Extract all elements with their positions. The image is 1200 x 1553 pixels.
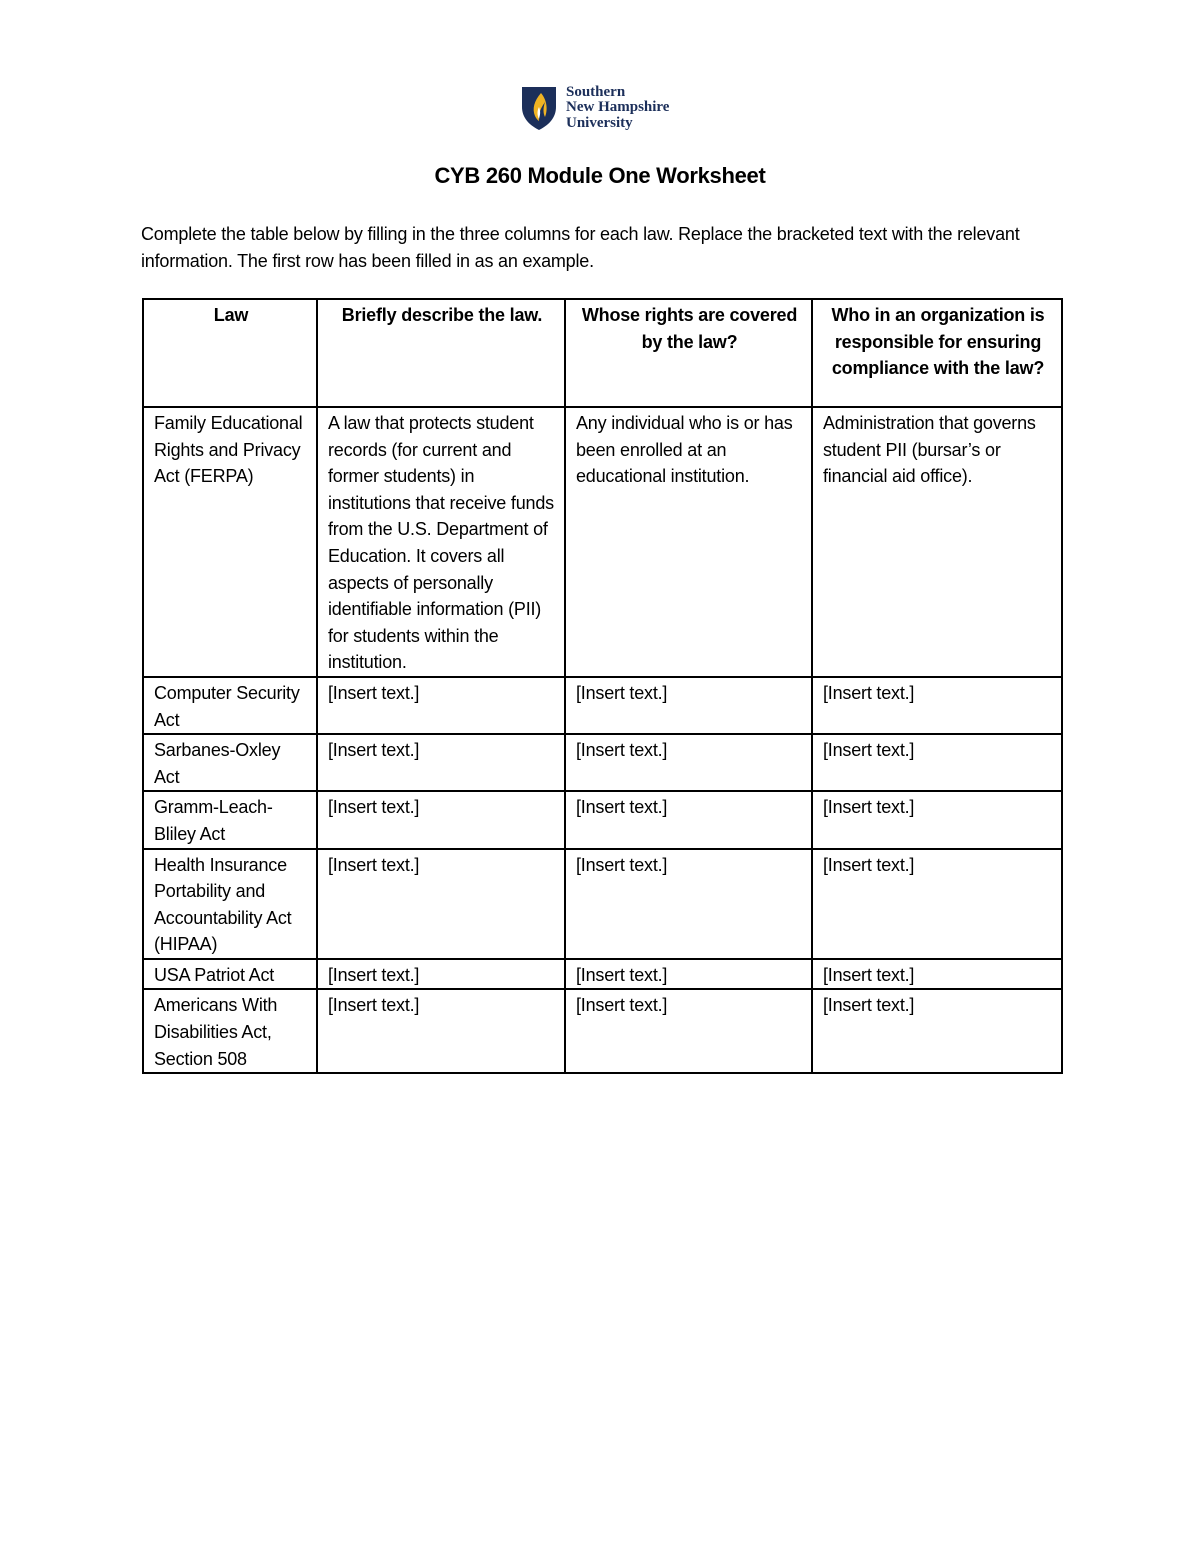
responsible-party-cell[interactable]: [Insert text.]: [812, 849, 1062, 959]
law-description-cell[interactable]: [Insert text.]: [317, 677, 565, 734]
law-name-cell: Gramm-Leach-Bliley Act: [143, 791, 317, 848]
law-name-cell: Sarbanes-Oxley Act: [143, 734, 317, 791]
law-description-cell[interactable]: [Insert text.]: [317, 989, 565, 1073]
rights-covered-cell[interactable]: [Insert text.]: [565, 791, 812, 848]
table-row: [143, 849, 1062, 959]
table-row: [143, 989, 1062, 1073]
header-description: Briefly describe the law.: [317, 299, 565, 407]
header-law: Law: [143, 299, 317, 407]
page-title: CYB 260 Module One Worksheet: [434, 163, 766, 188]
responsible-party-cell[interactable]: [Insert text.]: [812, 989, 1062, 1073]
logo-line-1: Southern: [566, 83, 626, 100]
law-name-cell: Family Educational Rights and Privacy Act (FERPA): [143, 407, 317, 677]
logo-line-3: University: [566, 114, 633, 131]
table-header-row: [143, 299, 1062, 407]
law-description-cell[interactable]: [Insert text.]: [317, 849, 565, 959]
table-row: [143, 791, 1062, 848]
table-row: [143, 677, 1062, 734]
rights-covered-cell[interactable]: [Insert text.]: [565, 849, 812, 959]
law-name-cell: Americans With Disabilities Act, Section 508: [143, 989, 317, 1073]
law-description-cell: A law that protects student records (for current and former students) in institutions that receive funds from the U.S. Department of Education. It covers all aspects of personally identifiable information (PII) for students within the institution.: [317, 407, 565, 677]
law-name-cell: Computer Security Act: [143, 677, 317, 734]
header-responsible-party: Who in an organization is responsible for ensuring compliance with the law?: [812, 299, 1062, 407]
law-name-cell: Health Insurance Portability and Accountability Act (HIPAA): [143, 849, 317, 959]
rights-covered-cell[interactable]: [Insert text.]: [565, 677, 812, 734]
responsible-party-cell[interactable]: [Insert text.]: [812, 791, 1062, 848]
instructions-paragraph: Complete the table below by filling in the three columns for each law. Replace the bracketed text with the relevant information. The first row has been filled in as an example.: [141, 224, 1020, 271]
rights-covered-cell[interactable]: [Insert text.]: [565, 989, 812, 1073]
rights-covered-cell[interactable]: [Insert text.]: [565, 734, 812, 791]
rights-covered-cell: Any individual who is or has been enrolled at an educational institution.: [565, 407, 812, 677]
header-rights-covered: Whose rights are covered by the law?: [565, 299, 812, 407]
rights-covered-cell[interactable]: [Insert text.]: [565, 959, 812, 990]
responsible-party-cell: Administration that governs student PII (bursar’s or financial aid office).: [812, 407, 1062, 677]
law-description-cell[interactable]: [Insert text.]: [317, 734, 565, 791]
responsible-party-cell[interactable]: [Insert text.]: [812, 959, 1062, 990]
law-description-cell[interactable]: [Insert text.]: [317, 959, 565, 990]
logo-line-2: New Hampshire: [566, 99, 670, 116]
law-name-cell: USA Patriot Act: [143, 959, 317, 990]
table-row: [143, 734, 1062, 791]
law-description-cell[interactable]: [Insert text.]: [317, 791, 565, 848]
table-row: [143, 959, 1062, 990]
responsible-party-cell[interactable]: [Insert text.]: [812, 734, 1062, 791]
university-logo: [520, 84, 669, 132]
shield-flame-icon: [520, 85, 558, 131]
laws-table: [142, 298, 1063, 1074]
table-row: [143, 407, 1062, 677]
responsible-party-cell[interactable]: [Insert text.]: [812, 677, 1062, 734]
logo-wordmark: [566, 85, 669, 132]
